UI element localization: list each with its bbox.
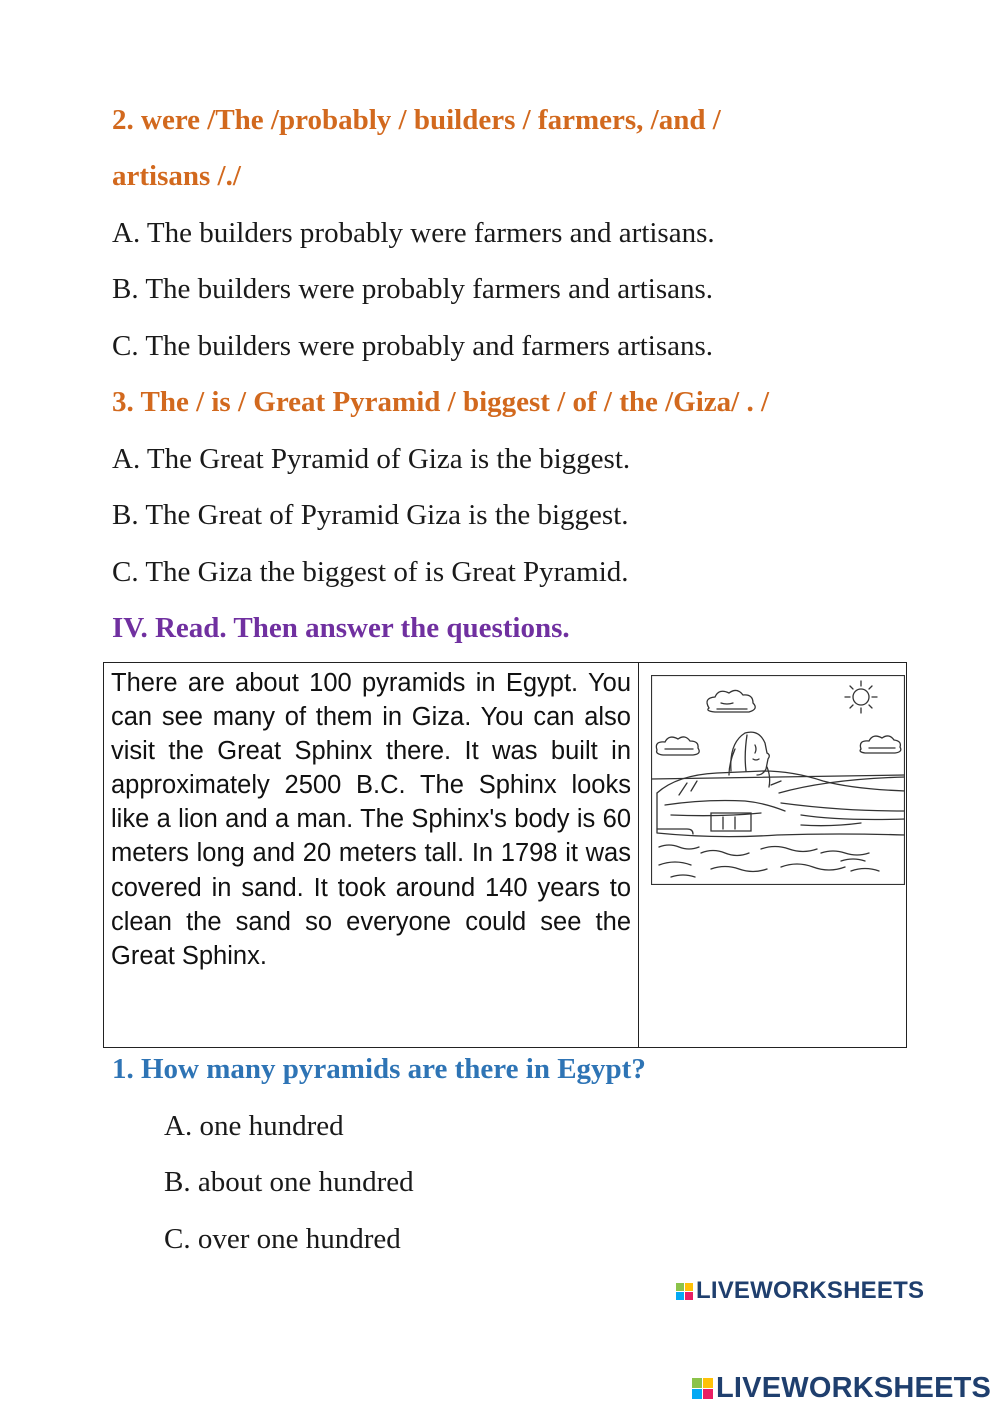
q1-option-c[interactable]: C. over one hundred xyxy=(164,1223,401,1255)
logo-text: LIVEWORKSHEETS xyxy=(696,1277,925,1304)
question-1: 1. How many pyramids are there in Egypt? xyxy=(112,1053,646,1085)
footer-logo-text: LIVEWORKSHEETS xyxy=(716,1372,992,1404)
q2-prompt-line2: artisans /./ xyxy=(112,160,241,192)
q2-option-b[interactable]: B. The builders were probably farmers and artisans. xyxy=(112,273,714,305)
q2-option-c[interactable]: C. The builders were probably and farmers artisans. xyxy=(112,330,714,362)
liveworksheets-logo xyxy=(676,1277,924,1305)
q1-option-a[interactable]: A. one hundred xyxy=(164,1110,344,1142)
liveworksheets-footer-logo xyxy=(692,1372,991,1405)
liveworksheets-logo-icon xyxy=(676,1283,693,1300)
q2-prompt-line1: 2. were /The /probably / builders / farmers, /and / xyxy=(112,104,721,136)
q2-option-a[interactable]: A. The builders probably were farmers and artisans. xyxy=(112,217,715,249)
q3-prompt: 3. The / is / Great Pyramid / biggest / of / the /Giza/ . / xyxy=(112,386,770,418)
q3-option-c[interactable]: C. The Giza the biggest of is Great Pyramid. xyxy=(112,556,629,588)
q3-option-b[interactable]: B. The Great of Pyramid Giza is the biggest. xyxy=(112,499,629,531)
passage-divider xyxy=(638,662,639,1048)
sphinx-illustration-icon xyxy=(651,675,905,885)
q3-option-a[interactable]: A. The Great Pyramid of Giza is the biggest. xyxy=(112,443,631,475)
liveworksheets-footer-logo-icon xyxy=(692,1378,713,1399)
section-heading: IV. Read. Then answer the questions. xyxy=(112,612,570,644)
q1-option-b[interactable]: B. about one hundred xyxy=(164,1166,414,1198)
reading-passage: There are about 100 pyramids in Egypt. You can see many of them in Giza. You can also visit the Great Sphinx there. It was built in approximately 2500 B.C. The Sphinx looks like a lion and a man. The Sphinx's body is 60 meters long and 20 meters tall. In 1798 it was covered in sand. It took around 140 years to clean the sand so everyone could see the Great Sphinx. xyxy=(111,669,631,970)
